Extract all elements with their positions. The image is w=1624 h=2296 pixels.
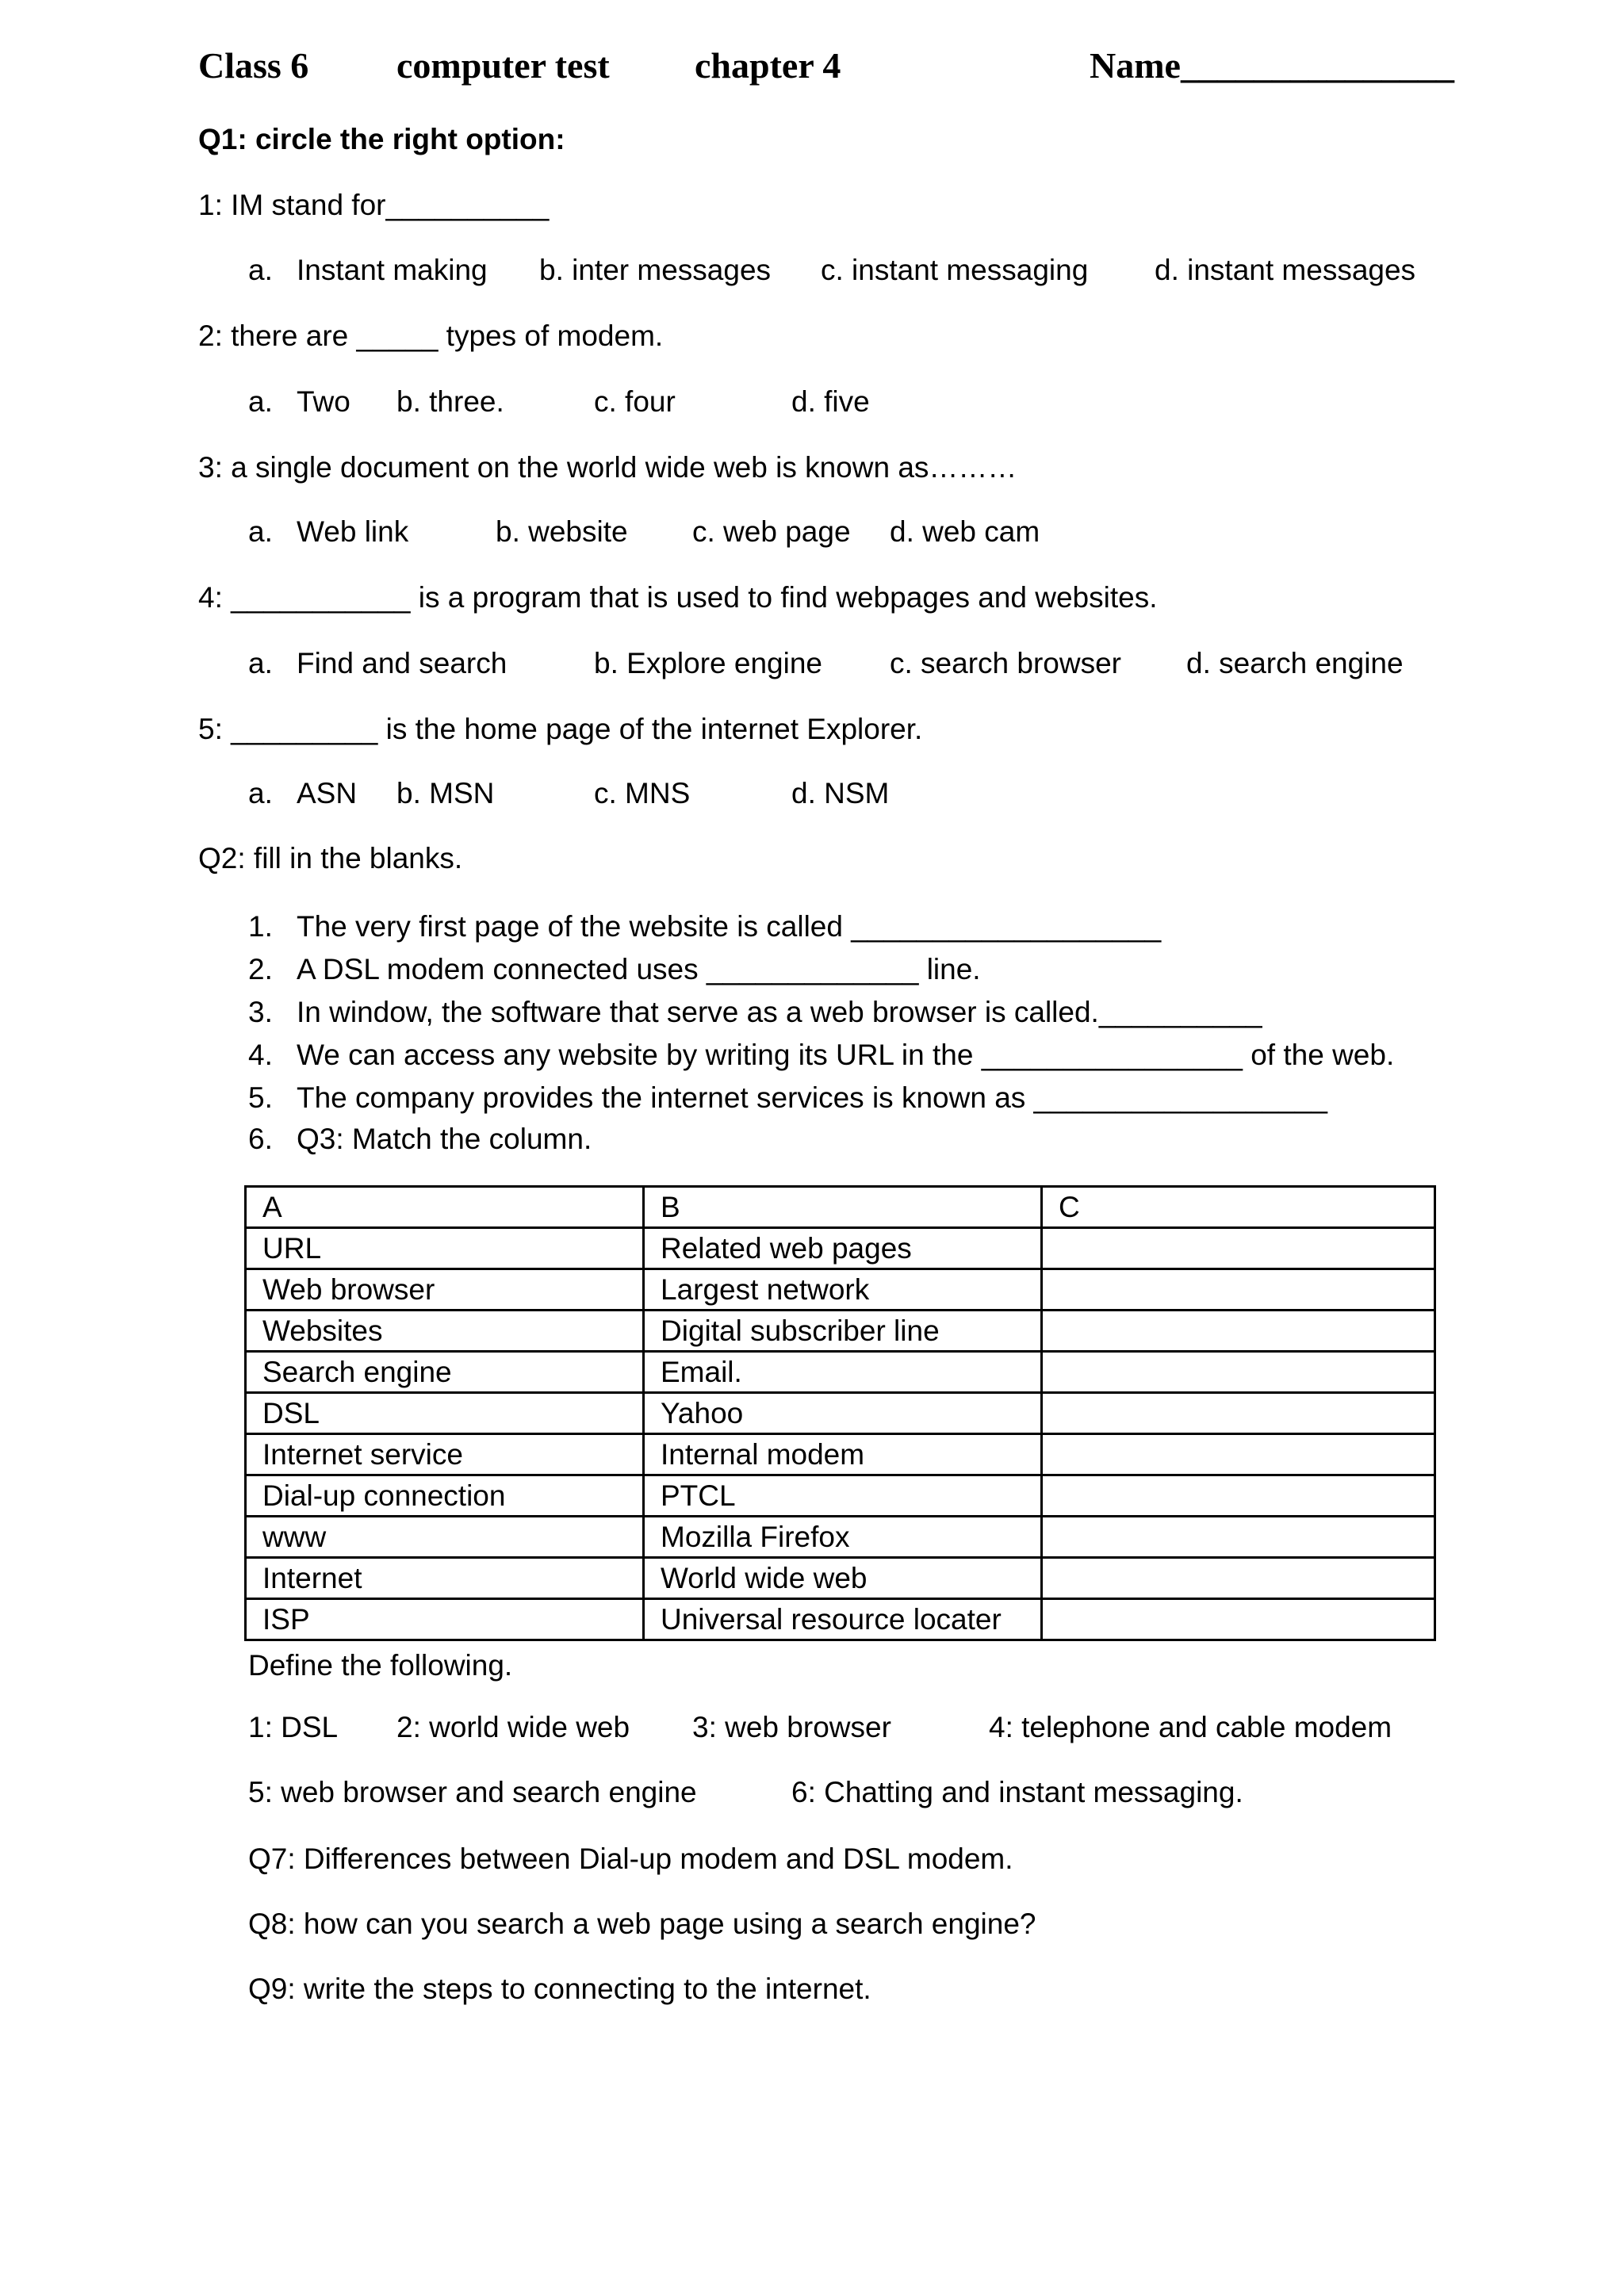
option-a: Instant making — [297, 254, 488, 286]
table-row — [246, 1228, 1435, 1269]
q1-question-3: 3: a single document on the world wide web is known as……… — [198, 451, 1017, 484]
list-item-number: 1. — [248, 910, 273, 943]
option-a: Web link — [297, 515, 409, 548]
q1-question-1: 1: IM stand for__________ — [198, 189, 550, 221]
cell-b: Mozilla Firefox — [644, 1517, 1042, 1558]
q2-title: Q2: fill in the blanks. — [198, 842, 463, 874]
option-c: c. instant messaging — [821, 254, 1089, 286]
option-b: b. Explore engine — [594, 647, 822, 679]
option-b: b. inter messages — [539, 254, 772, 286]
cell-b: World wide web — [644, 1558, 1042, 1599]
cell-a: DSL — [246, 1393, 644, 1434]
cell-a: Web browser — [246, 1269, 644, 1311]
option-marker: a. — [248, 647, 273, 679]
cell-c — [1042, 1393, 1435, 1434]
cell-c — [1042, 1517, 1435, 1558]
define-item: 2: world wide web — [396, 1711, 630, 1743]
option-a: ASN — [297, 777, 358, 809]
option-c: c. search browser — [890, 647, 1121, 679]
class-label: Class 6 — [198, 45, 309, 86]
list-item: The very first page of the website is called ___________________ — [297, 910, 1162, 943]
define-title: Define the following. — [248, 1649, 513, 1682]
list-item-number: 2. — [248, 953, 273, 985]
cell-b: Digital subscriber line — [644, 1311, 1042, 1352]
q7-question: Q7: Differences between Dial-up modem and DSL modem. — [248, 1843, 1013, 1875]
cell-c — [1042, 1352, 1435, 1393]
option-d: d. search engine — [1186, 647, 1404, 679]
define-item: 1: DSL — [248, 1711, 339, 1743]
define-item: 5: web browser and search engine — [248, 1776, 697, 1808]
list-item-number: 4. — [248, 1039, 273, 1071]
option-c: c. four — [594, 385, 676, 418]
table-row — [246, 1311, 1435, 1352]
list-item-number: 6. — [248, 1123, 273, 1155]
table-row — [246, 1434, 1435, 1475]
table-row — [246, 1475, 1435, 1517]
q1-title: Q1: circle the right option: — [198, 123, 565, 155]
table-row — [246, 1517, 1435, 1558]
cell-a: Search engine — [246, 1352, 644, 1393]
cell-a: Websites — [246, 1311, 644, 1352]
cell-c — [1042, 1434, 1435, 1475]
q1-question-5: 5: _________ is the home page of the internet Explorer. — [198, 713, 923, 745]
cell-b: Yahoo — [644, 1393, 1042, 1434]
option-a: Find and search — [297, 647, 508, 679]
q8-question: Q8: how can you search a web page using a search engine? — [248, 1908, 1036, 1940]
column-header-b: B — [644, 1187, 1042, 1228]
define-item: 4: telephone and cable modem — [989, 1711, 1392, 1743]
cell-b: Email. — [644, 1352, 1042, 1393]
cell-b: Largest network — [644, 1269, 1042, 1311]
q9-question: Q9: write the steps to connecting to the internet. — [248, 1973, 871, 2005]
option-marker: a. — [248, 385, 273, 418]
option-d: d. five — [791, 385, 870, 418]
option-c: c. web page — [692, 515, 851, 548]
cell-c — [1042, 1599, 1435, 1640]
table-row — [246, 1558, 1435, 1599]
option-a: Two — [297, 385, 350, 418]
cell-b: PTCL — [644, 1475, 1042, 1517]
cell-b: Related web pages — [644, 1228, 1042, 1269]
define-item: 6: Chatting and instant messaging. — [791, 1776, 1243, 1808]
cell-c — [1042, 1475, 1435, 1517]
q1-question-2: 2: there are _____ types of modem. — [198, 320, 664, 352]
list-item-number: 5. — [248, 1081, 273, 1114]
option-b: b. MSN — [396, 777, 495, 809]
chapter-label: chapter 4 — [695, 45, 841, 86]
table-row — [246, 1393, 1435, 1434]
q1-question-4: 4: ___________ is a program that is used to find webpages and websites. — [198, 581, 1158, 614]
option-b: b. website — [496, 515, 628, 548]
cell-a: ISP — [246, 1599, 644, 1640]
cell-c — [1042, 1311, 1435, 1352]
name-field-label: Name_______________ — [1090, 45, 1454, 86]
cell-a: URL — [246, 1228, 644, 1269]
option-d: d. instant messages — [1155, 254, 1416, 286]
option-d: d. NSM — [791, 777, 890, 809]
list-item: The company provides the internet services is known as __________________ — [297, 1081, 1327, 1114]
column-header-c: C — [1042, 1187, 1435, 1228]
list-item: In window, the software that serve as a web browser is called.__________ — [297, 996, 1262, 1028]
cell-a: Internet — [246, 1558, 644, 1599]
cell-c — [1042, 1558, 1435, 1599]
cell-a: Internet service — [246, 1434, 644, 1475]
cell-a: www — [246, 1517, 644, 1558]
table-row — [246, 1269, 1435, 1311]
table-row — [246, 1352, 1435, 1393]
list-item-number: 3. — [248, 996, 273, 1028]
option-b: b. three. — [396, 385, 504, 418]
option-d: d. web cam — [890, 515, 1040, 548]
option-c: c. MNS — [594, 777, 691, 809]
cell-a: Dial-up connection — [246, 1475, 644, 1517]
match-table — [244, 1185, 1436, 1641]
q3-title: Q3: Match the column. — [297, 1123, 592, 1155]
list-item: We can access any website by writing its URL in the ________________ of the web. — [297, 1039, 1395, 1071]
table-header-row — [246, 1187, 1435, 1228]
cell-c — [1042, 1269, 1435, 1311]
option-marker: a. — [248, 515, 273, 548]
column-header-a: A — [246, 1187, 644, 1228]
define-item: 3: web browser — [692, 1711, 891, 1743]
cell-c — [1042, 1228, 1435, 1269]
option-marker: a. — [248, 254, 273, 286]
subject-label: computer test — [396, 45, 610, 86]
table-row — [246, 1599, 1435, 1640]
option-marker: a. — [248, 777, 273, 809]
cell-b: Internal modem — [644, 1434, 1042, 1475]
cell-b: Universal resource locater — [644, 1599, 1042, 1640]
list-item: A DSL modem connected uses _____________ line. — [297, 953, 981, 985]
